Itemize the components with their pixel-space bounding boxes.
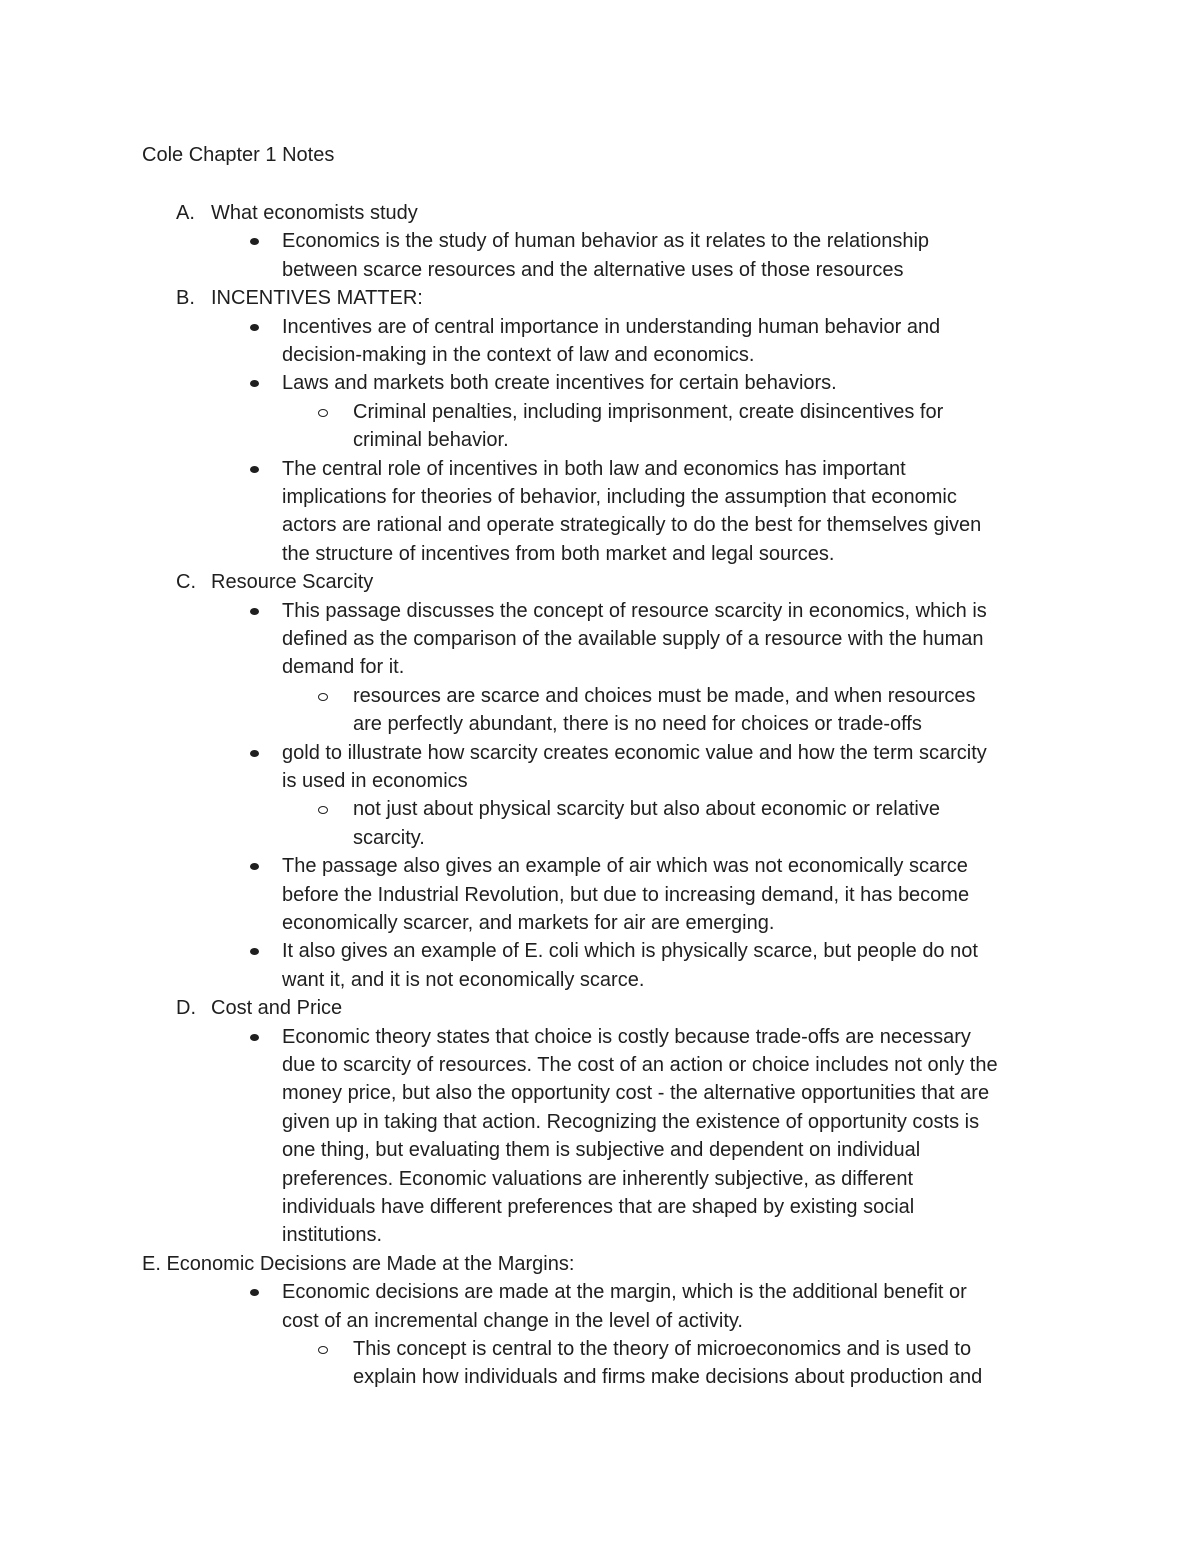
list-item-line: cost of an incremental change in the level of activity. [282,1309,743,1332]
list-item-line: not just about physical scarcity but also about economic or relative [353,798,940,821]
list-item-line: the structure of incentives from both market and legal sources. [282,542,835,565]
bullet-dot-icon [250,1034,259,1041]
section-heading [142,1250,574,1278]
list-item-line: institutions. [282,1224,383,1247]
list-item-line: want it, and it is not economically scarce. [282,968,645,991]
list-item-line: given up in taking that action. Recognizing the existence of opportunity costs is [282,1110,980,1133]
bullet-circle-icon [318,806,328,814]
section-heading: INCENTIVES MATTER: [211,287,423,310]
list-item-line: decision-making in the context of law and economics. [282,344,755,366]
section-marker: E. [142,1252,161,1275]
list-item-line: This concept is central to the theory of microeconomics and is used to [353,1338,972,1360]
section-marker: A. [176,202,195,224]
list-item-line: due to scarcity of resources. The cost of an action or choice includes not only the [282,1054,998,1076]
list-item-line: defined as the comparison of the available supply of a resource with the human [282,628,984,650]
list-item-line: preferences. Economic valuations are inherently subjective, as different [282,1167,914,1190]
list-item-line: scarcity. [353,826,425,849]
list-item-line: economically scarcer, and markets for air are emerging. [282,912,775,934]
list-item-line: resources are scarce and choices must be made, and when resources [353,684,976,707]
list-item-line: between scarce resources and the alternative uses of those resources [282,258,904,281]
bullet-dot-icon [250,1289,259,1296]
section-marker: D. [176,997,196,1020]
bullet-circle-icon [318,409,328,417]
list-item-line: It also gives an example of E. coli which is physically scarce, but people do not [282,940,978,963]
bullet-circle-icon [318,1346,328,1354]
list-item-line: Economic decisions are made at the margin, which is the additional benefit or [282,1281,967,1304]
bullet-circle-icon [318,693,328,701]
section-heading: Cost and Price [211,997,343,1020]
list-item-line: Incentives are of central importance in understanding human behavior and [282,315,941,338]
list-item-line: Laws and markets both create incentives for certain behaviors. [282,372,837,395]
list-item-line: Economics is the study of human behavior as it relates to the relationship [282,230,930,253]
bullet-dot-icon [250,608,259,615]
list-item-line: individuals have different preferences that are shaped by existing social [282,1196,915,1218]
bullet-dot-icon [250,750,259,757]
list-item-line: criminal behavior. [353,429,509,452]
section-heading: Resource Scarcity [211,571,374,594]
bullet-dot-icon [250,948,259,955]
list-item-line: This passage discusses the concept of resource scarcity in economics, which is [282,599,987,622]
list-item-line: demand for it. [282,656,405,679]
list-item-line: Economic theory states that choice is costly because trade-offs are necessary [282,1025,971,1048]
list-item-line: money price, but also the opportunity cost - the alternative opportunities that are [282,1082,990,1105]
bullet-dot-icon [250,863,259,870]
list-item-line: actors are rational and operate strategically to do the best for themselves given [282,514,982,537]
list-item-line: are perfectly abundant, there is no need for choices or trade-offs [353,713,922,736]
list-item-line: is used in economics [282,770,468,792]
bullet-dot-icon [250,238,259,245]
page-title: Cole Chapter 1 Notes [142,144,335,166]
section-marker: B. [176,287,195,310]
list-item-line: The central role of incentives in both law and economics has important [282,457,906,480]
bullet-dot-icon [250,466,259,473]
section-marker: C. [176,571,196,594]
bullet-dot-icon [250,324,259,331]
list-item-line: before the Industrial Revolution, but due to increasing demand, it has become [282,883,970,906]
list-item-line: explain how individuals and firms make decisions about production and [353,1366,983,1389]
list-item-line: one thing, but evaluating them is subjective and dependent on individual [282,1139,921,1162]
list-item-line: implications for theories of behavior, including the assumption that economic [282,486,957,508]
list-item-line: Criminal penalties, including imprisonment, create disincentives for [353,400,944,423]
bullet-dot-icon [250,380,259,387]
list-item-line: gold to illustrate how scarcity creates economic value and how the term scarcity [282,741,987,764]
section-heading: What economists study [211,202,418,224]
list-item-line: The passage also gives an example of air which was not economically scarce [282,855,968,878]
section-heading-text: Economic Decisions are Made at the Margins: [166,1252,575,1275]
